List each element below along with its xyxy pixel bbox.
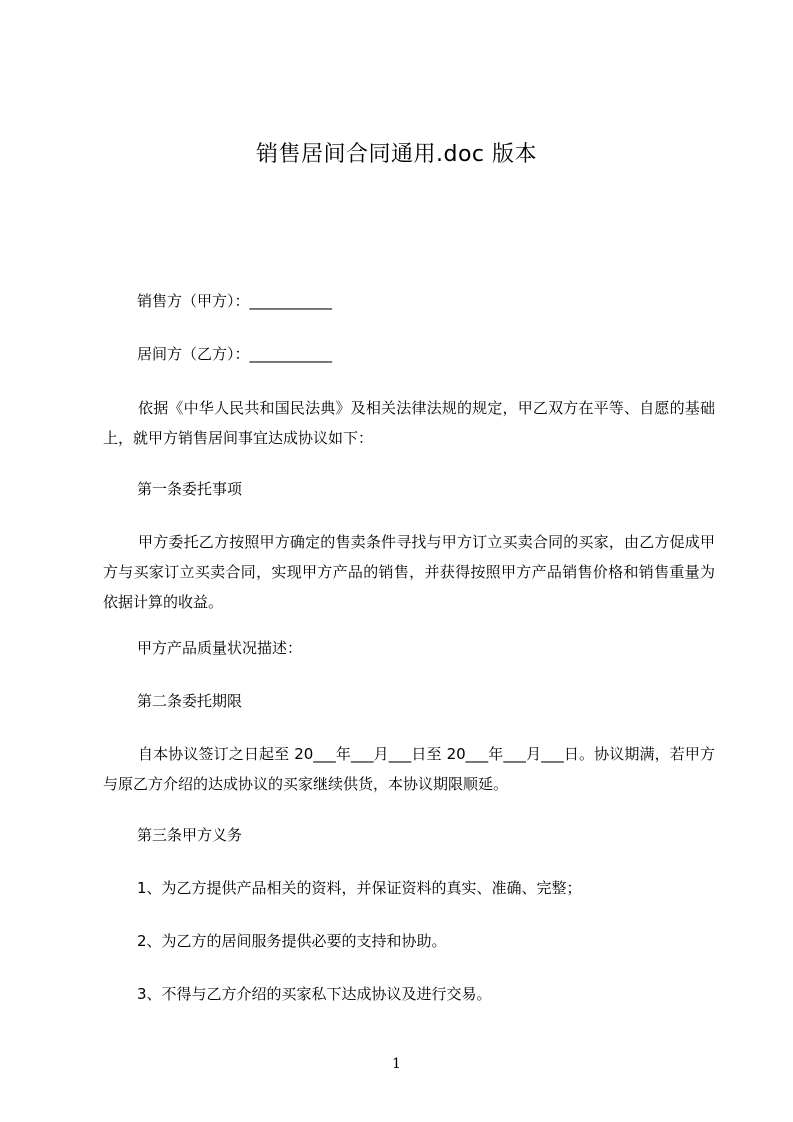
article-2-heading: 第二条委托期限 — [137, 692, 243, 710]
article-3-heading: 第三条甲方义务 — [137, 826, 243, 844]
article-1-heading: 第一条委托事项 — [137, 480, 243, 498]
duty-item-3: 3、不得与乙方介绍的买家私下达成协议及进行交易。 — [137, 985, 492, 1003]
document-title: 销售居间合同通用.doc 版本 — [255, 142, 537, 167]
article-2-paragraph: 自本协议签订之日起至 20___年___月___日至 20___年___月___日。协议期满，若甲方与原乙方介绍的达成协议的买家继续供货，本协议期限顺延。 — [103, 745, 715, 793]
broker-line: 居间方（乙方）：___________ — [137, 345, 333, 363]
duty-item-2: 2、为乙方的居间服务提供必要的支持和协助。 — [137, 932, 447, 950]
page-number: 1 — [392, 1056, 401, 1072]
intro-paragraph: 依据《中华人民共和国民法典》及相关法律法规的规定，甲乙双方在平等、自愿的基础上，就甲方销售居间事宜达成协议如下： — [103, 399, 715, 447]
article-1-paragraph: 甲方委托乙方按照甲方确定的售卖条件寻找与甲方订立买卖合同的买家，由乙方促成甲方与买家订立买卖合同，实现甲方产品的销售，并获得按照甲方产品销售价格和销售重量为依据计算的收益。 — [103, 533, 715, 611]
seller-line: 销售方（甲方）：___________ — [137, 292, 333, 310]
quality-description-line: 甲方产品质量状况描述： — [137, 639, 303, 657]
duty-item-1: 1、为乙方提供产品相关的资料，并保证资料的真实、准确、完整； — [137, 879, 582, 897]
